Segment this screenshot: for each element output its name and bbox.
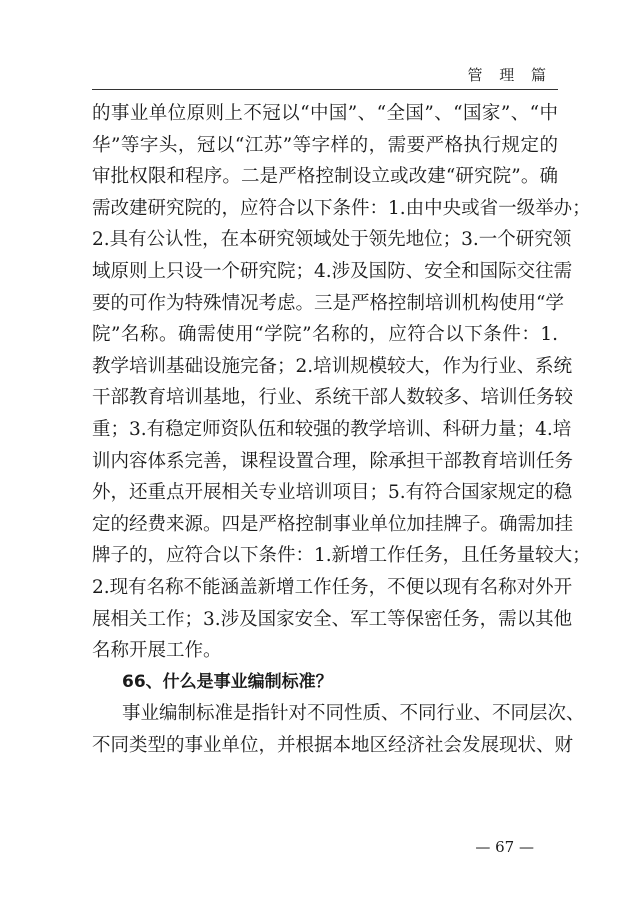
page-body bbox=[92, 98, 591, 761]
body-line: 重；3.有稳定师资队伍和较强的教学培训、科研力量；4.培 bbox=[92, 418, 572, 440]
question-heading: 66、什么是事业编制标准？ bbox=[122, 671, 333, 692]
body-line: 域原则上只设一个研究院；4.涉及国防、安全和国际交往需 bbox=[92, 260, 573, 282]
body-line: 牌子的，应符合以下条件：1.新增工作任务，且任务量较大； bbox=[92, 545, 591, 567]
body-line: 2.具有公认性，在本研究领域处于领先地位；3.一个研究领 bbox=[92, 229, 572, 251]
body-line: 2.现有名称不能涵盖新增工作任务，不便以现有名称对外开 bbox=[92, 576, 573, 598]
body-line: 干部教育培训基地，行业、系统干部人数较多、培训任务较 bbox=[92, 387, 574, 409]
body-line: 需改建研究院的，应符合以下条件：1.由中央或省一级举办； bbox=[92, 197, 591, 219]
body-line: 华”等字头，冠以“江苏”等字样的，需要严格执行规定的 bbox=[92, 134, 558, 156]
body-line: 展相关工作；3.涉及国家安全、军工等保密任务，需以其他 bbox=[92, 608, 573, 630]
body-line: 的事业单位原则上不冠以“中国”、“全国”、“国家”、“中 bbox=[92, 103, 558, 124]
header-divider bbox=[92, 89, 558, 90]
body-line: 名称开展工作。 bbox=[92, 640, 222, 662]
body-line: 要的可作为特殊情况考虑。三是严格控制培训机构使用“学 bbox=[92, 292, 564, 314]
answer-line: 不同类型的事业单位，并根据本地区经济社会发展现状、财 bbox=[92, 734, 574, 756]
body-line: 训内容体系完善，课程设置合理，除承担干部教育培训任务 bbox=[92, 450, 574, 472]
body-line: 教学培训基础设施完备；2.培训规模较大，作为行业、系统 bbox=[92, 355, 573, 377]
body-line: 定的经费来源。四是严格控制事业单位加挂牌子。确需加挂 bbox=[92, 513, 574, 535]
body-line: 审批权限和程序。二是严格控制设立或改建“研究院”。确 bbox=[92, 166, 558, 188]
answer-line: 事业编制标准是指针对不同性质、不同行业、不同层次、 bbox=[122, 703, 585, 725]
page-number: — 67 — bbox=[475, 838, 534, 856]
body-line: 外，还重点开展相关专业培训项目；5.有符合国家规定的稳 bbox=[92, 482, 573, 504]
body-line: 院”名称。确需使用“学院”名称的，应符合以下条件：1. bbox=[92, 324, 558, 346]
section-header-title: 管 理 篇 bbox=[467, 66, 552, 84]
